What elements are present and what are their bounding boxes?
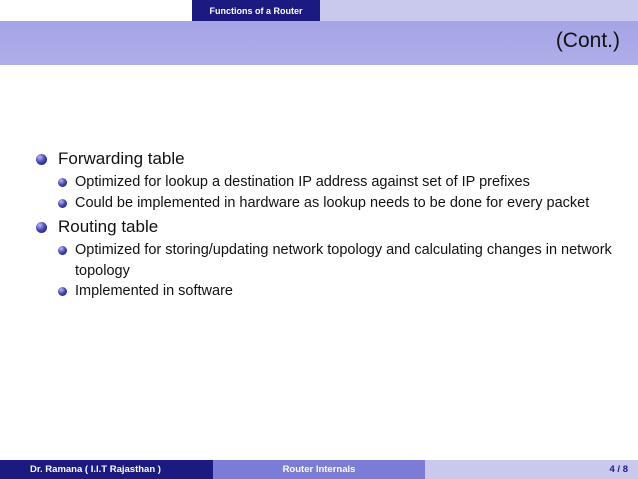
sub-bullet-text: Could be implemented in hardware as lookup needs to be done for every packet [75, 194, 590, 211]
bullet-text: Routing table [58, 217, 159, 236]
nav-empty-left [0, 0, 192, 21]
bullet-ball-icon [36, 222, 47, 233]
footer-page-number [425, 460, 638, 479]
bullet-item [36, 148, 626, 170]
footer-bar [0, 460, 638, 479]
sub-bullet-list [58, 240, 626, 302]
sub-bullet-item [58, 193, 626, 214]
sub-bullet-ball-icon [58, 178, 67, 187]
sub-bullet-item [58, 281, 626, 302]
author-text: Dr. Ramana ( I.I.T Rajasthan ) [30, 464, 161, 475]
sub-bullet-ball-icon [58, 287, 67, 296]
sub-bullet-text: Optimized for lookup a destination IP address against set of IP prefixes [75, 174, 530, 190]
nav-section-current[interactable] [192, 0, 320, 21]
nav-empty-right [320, 0, 638, 21]
sub-bullet-item [58, 240, 626, 281]
frame-title: (Cont.) [555, 29, 620, 52]
bullet-item [36, 216, 626, 238]
page-number-text: 4 / 8 [609, 464, 628, 475]
sub-bullet-text: Implemented in software [75, 283, 233, 299]
frame-title-band [0, 21, 638, 65]
sub-bullet-ball-icon [58, 246, 67, 255]
sub-bullet-list [58, 172, 626, 213]
sub-bullet-ball-icon [58, 199, 67, 208]
slide-content [36, 148, 626, 302]
footer-author [0, 460, 213, 479]
top-navigation-bar [0, 0, 638, 21]
section-title: Functions of a Router [209, 5, 303, 16]
talk-title-text: Router Internals [282, 464, 356, 475]
footer-title [213, 460, 425, 479]
bullet-text: Forwarding table [58, 149, 185, 168]
sub-bullet-item [58, 172, 626, 193]
bullet-ball-icon [36, 154, 47, 165]
sub-bullet-text: Optimized for storing/updating network topology and calculating changes in network topology [75, 242, 612, 279]
